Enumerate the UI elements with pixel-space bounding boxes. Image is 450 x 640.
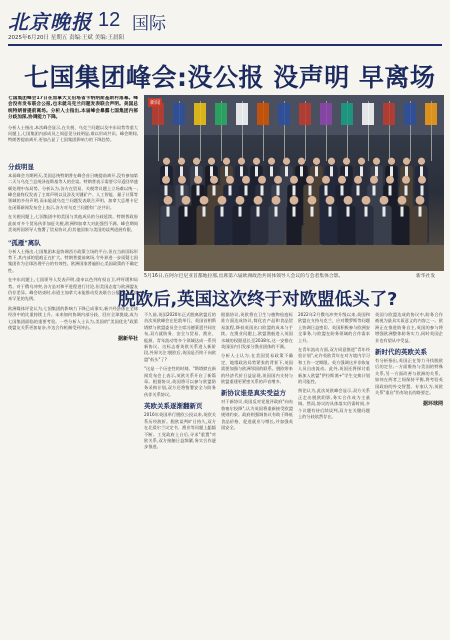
- newspaper-logo: 北京晚报: [8, 10, 92, 34]
- person-shirt: [285, 166, 288, 176]
- person-shirt: [347, 207, 350, 217]
- person-shirt: [185, 207, 188, 217]
- masthead: [8, 6, 442, 44]
- person-shirt: [203, 207, 206, 217]
- page-number: 12: [98, 9, 121, 31]
- person-shirt: [225, 166, 228, 176]
- person-head: [236, 196, 245, 205]
- person-shirt: [293, 207, 296, 217]
- person-head: [200, 196, 209, 205]
- uk-eu-subhead-1: 英欧关系逐渐翻新页: [144, 402, 203, 411]
- person-head: [418, 158, 425, 165]
- person-shirt: [405, 166, 408, 176]
- person-head: [373, 158, 380, 165]
- g7-body-text: 在中东问题上,七国领导人发表声明,重申以色列有权自卫,呼吁缓和局势。对于俄乌冲突,各方虽对和平进程进行讨论,但美国态度与欧洲盟友仍存差异。峰会结束时,东道主加拿大未能推动发表联合公报,创下近年来罕见的先例。: [8, 277, 138, 302]
- person-head: [370, 176, 378, 184]
- flag: [278, 103, 290, 125]
- person-shirt: [165, 166, 168, 176]
- uk-eu-column-4: [375, 312, 443, 630]
- uk-eu-subhead-3: 新时代的英欧关系: [375, 348, 427, 357]
- person-shirt: [167, 207, 170, 217]
- person-shirt: [261, 185, 264, 195]
- person-shirt: [341, 185, 344, 195]
- person-shirt: [197, 185, 200, 195]
- photo-caption: 5月16日,在阿尔巴尼亚首都地拉那,出席第六届欧洲政治共同体领导人会议的与会者集体合影。: [144, 274, 344, 279]
- flag: [236, 103, 248, 125]
- person-head: [343, 158, 350, 165]
- person-shirt: [180, 166, 183, 176]
- person-head: [226, 176, 234, 184]
- person-head: [380, 196, 389, 205]
- person-shirt: [239, 207, 242, 217]
- person-shirt: [195, 166, 198, 176]
- person-head: [358, 158, 365, 165]
- person-shirt: [405, 185, 408, 195]
- person-head: [178, 176, 186, 184]
- person-head: [398, 196, 407, 205]
- uk-eu-column-3: [298, 312, 370, 630]
- person-head: [238, 158, 245, 165]
- person-shirt: [210, 166, 213, 176]
- flag: [425, 103, 437, 125]
- person-head: [403, 158, 410, 165]
- person-shirt: [257, 207, 260, 217]
- person-shirt: [229, 185, 232, 195]
- uk-eu-column-2: [221, 312, 293, 630]
- person-head: [338, 176, 346, 184]
- flag: [215, 103, 227, 125]
- uk-eu-body-text: 英国与欧盟达成的协议中,防务合作被视为最具实质意义的内容之一。欧洲正在推进防务自主,英国的参与将增强欧洲整体防务实力,同时英国企业也有望从中受益。: [375, 312, 443, 343]
- g7-body-text: 分析人士指出,本次峰会显示,在关税、乌克兰问题以及中东局势等重大问题上,七国集团内部成员之间意见分歧明显,难以形成共识。峰会期间,特朗普提前离开,更加凸显了七国集团影响力的下降趋势。: [8, 124, 138, 143]
- person-shirt: [421, 185, 424, 195]
- g7-headline: 七国集团峰会:没公报 没声明 早离场: [24, 63, 436, 92]
- person-head: [386, 176, 394, 184]
- person-head: [322, 176, 330, 184]
- uk-eu-body-text: 对于新协议,英国反对党批评政府"向布鲁塞尔投降",认为英国将重新接受欧盟规则约束。政府则强调协议有助于降低食品价格、促进就业与增长,并加强英国安全。: [221, 399, 293, 431]
- person-shirt: [181, 185, 184, 195]
- person-head: [354, 176, 362, 184]
- person-shirt: [213, 185, 216, 195]
- person-head: [242, 176, 250, 184]
- person-head: [274, 176, 282, 184]
- flag: [299, 103, 311, 125]
- person-head: [223, 158, 230, 165]
- group-photo: [144, 95, 444, 271]
- person-shirt: [315, 166, 318, 176]
- flag: [257, 103, 269, 125]
- person-head: [182, 196, 191, 205]
- uk-eu-body-text: 2016年英国举行脱欧公投以来,英欧关系历经波折。脱欧谈判旷日持久,双方在北爱尔兰议定书、渔业等问题上龃龉不断。工党政府上台后,寻求"重置"对欧关系,双方接触日益频繁,务实合作逐步推进。: [144, 412, 216, 450]
- uk-eu-body-text: 不久前,英国2020年正式脱离欧盟后的首次英欧峰会在伦敦举行。英国首相斯塔默与欧盟委员会主席冯德莱恩共同宣布,双方就防务、安全与贸易、渔业、能源、青年流动等多个领域达成一系列新协议。这标志着英欧关系进入新阶段,外界关注:脱欧后,英国是否终于向欧盟"低头"了?: [144, 312, 216, 362]
- person-shirt: [329, 207, 332, 217]
- person-head: [290, 196, 299, 205]
- person-shirt: [375, 166, 378, 176]
- flag: [383, 103, 395, 125]
- person-shirt: [240, 166, 243, 176]
- flag: [320, 103, 332, 125]
- person-head: [162, 176, 170, 184]
- g7-subhead-2: "孤雁"离队: [8, 238, 41, 247]
- person-head: [313, 158, 320, 165]
- uk-eu-subhead-2: 新协议谁是真实受益方: [221, 389, 286, 398]
- person-head: [193, 158, 200, 165]
- flag: [341, 103, 353, 125]
- person-head: [328, 158, 335, 165]
- g7-body-text: 分析人士指出,七国集团本是协调西方政策立场的平台,但在当前国际形势下,其内部的裂痕正在扩大。特朗普提前离场,令外界进一步质疑七国集团作为全球治理平台的有效性。欧洲国家普遍担心美国政策的不确定性。: [8, 248, 138, 273]
- uk-eu-column-1: [144, 312, 216, 630]
- person-shirt: [360, 166, 363, 176]
- person-shirt: [365, 207, 368, 217]
- person-head: [163, 158, 170, 165]
- person-head: [258, 176, 266, 184]
- flag: [194, 103, 206, 125]
- uk-eu-body-text: 分析人士认为,在美国贸易政策不确定、地缘政治局势紧张的背景下,英国需要加强与欧洲邻国的联系。脱欧带来的经济代价日益显现,英国国内支持与欧盟重建更紧密关系的声音增多。: [221, 353, 293, 385]
- person-shirt: [165, 185, 168, 195]
- person-shirt: [389, 185, 392, 195]
- person-head: [218, 196, 227, 205]
- person-shirt: [420, 166, 423, 176]
- uk-eu-body-text: 根据协议,英欧将在卫生与植物检疫标准方面达成协议,简化农产品和食品贸易流程,降低英国出口欧盟的成本与手续。在渔业问题上,欧盟渔船进入英国水域的权限延长至2038年,这一安排在英国国内引发部分渔业团体的不满。: [221, 312, 293, 350]
- person-shirt: [270, 166, 273, 176]
- person-shirt: [221, 207, 224, 217]
- person-head: [326, 196, 335, 205]
- person-head: [290, 176, 298, 184]
- person-shirt: [419, 207, 422, 217]
- flag: [173, 103, 185, 125]
- person-head: [388, 158, 395, 165]
- person-head: [254, 196, 263, 205]
- person-head: [164, 196, 173, 205]
- photo-credit: 新华社发: [416, 274, 436, 279]
- person-head: [178, 158, 185, 165]
- uk-eu-body-text: 2022年2月俄乌冲突升级以来,英国和欧盟在支持乌克兰、应对俄罗斯等问题上协调日益密切。英国积极参与欧洲安全事务,与欧盟在防务领域的合作需求上升。: [298, 312, 370, 343]
- g7-body-text: 在关税问题上,七国集团中的美国与其他成员的分歧延续。特朗普政府此前对多个贸易伙伴加征关税,欧洲和加拿大对此强烈不满。峰会期间美英两国领导人签署了贸易协议,但其他国家与美国的谈判进展有限。: [8, 214, 138, 233]
- person-shirt: [383, 207, 386, 217]
- person-shirt: [309, 185, 312, 195]
- person-shirt: [330, 166, 333, 176]
- photo-tag: 新闻: [150, 100, 161, 106]
- person-head: [283, 158, 290, 165]
- person-head: [268, 158, 275, 165]
- person-head: [402, 176, 410, 184]
- uk-eu-headline: 脱欧后,英国这次终于对欧盟低头了?: [118, 290, 398, 310]
- person-shirt: [275, 207, 278, 217]
- person-shirt: [255, 166, 258, 176]
- person-head: [253, 158, 260, 165]
- person-shirt: [357, 185, 360, 195]
- uk-eu-body-text: 舆论认为,此次英欧峰会显示,双方关系正走出脱欧阴影,务实合作成为主基调。然而,协议的具体落实仍需时间,多个议题有待后续谈判,双方在关键问题上的分歧依然存在。: [298, 388, 370, 420]
- person-head: [208, 158, 215, 165]
- masthead-divider: [8, 44, 442, 46]
- g7-lead-paragraph: 七国集团峰会17日在加拿大艾伯塔省卡纳纳斯基斯村落幕。峰会没有发布联合公报,也未就乌克兰问题发表联合声明。美国总统特朗普提前离场。分析人士指出,本届峰会暴露七国集团内部分歧加深,协调能力下降。: [8, 96, 138, 121]
- person-head: [308, 196, 317, 205]
- flag: [404, 103, 416, 125]
- g7-byline: 据新华社: [117, 336, 138, 343]
- g7-body-text: 本届峰会为期两天,美国总统特朗普在峰会首日晚提前离开,没有参加第二天与乌克兰总统泽连斯基等人的会谈。特朗普表示需要尽早返回华盛顿处理中东局势。分析认为,各方在贸易、关税等议题上立场难以统一,峰会最终仅发表了主席声明以及涉及关键矿产、人工智能、量子计算等领域的多份声明,而未能就乌克兰问题发表联合声明。加拿大总理卡尼在闭幕新闻发布会上表示,各方对乌克兰问题有广泛共识。: [8, 172, 138, 210]
- person-head: [344, 196, 353, 205]
- flag: [362, 103, 374, 125]
- person-shirt: [300, 166, 303, 176]
- uk-eu-byline: 据环球网: [422, 401, 443, 408]
- person-shirt: [277, 185, 280, 195]
- person-shirt: [245, 185, 248, 195]
- person-head: [416, 196, 425, 205]
- g7-article-column: [8, 96, 138, 526]
- person-shirt: [373, 185, 376, 195]
- section-name: 国际: [132, 14, 166, 34]
- person-head: [306, 176, 314, 184]
- person-shirt: [325, 185, 328, 195]
- g7-body-text: 欧洲媒体评论认为,七国集团的影响力下降已成事实,新兴经济体在全球经济中的比重持续上升。未来如何协调内部分歧、回应全球挑战,成为七国集团面临的重要考验。一些分析人士认为,美国的"美国优先"政策使盟友关系更加复杂,多边合作机制受到冲击。: [8, 305, 138, 330]
- person-head: [272, 196, 281, 205]
- masthead-meta: 2025年6月20日 星期五 责编:王斌 美编:王晨阳: [8, 35, 124, 41]
- uk-eu-body-text: 有分析指出,英国正在努力寻找脱欧后的定位,一方面维持与美国的特殊关系,另一方面改善与欧洲的关系。如何在两者之间保持平衡,将考验英国政府的外交智慧。专家认为,英欧关系"重启"仍有较长的路要走。: [375, 358, 443, 396]
- person-shirt: [345, 166, 348, 176]
- person-shirt: [311, 207, 314, 217]
- uk-eu-body-text: 在青年流动方面,双方同意推进"青年经验计划",允许英欧青年在对方境内学习和工作一定期限。英方强调这并非恢复人员自由流动。此外,英国还将探讨重新加入欧盟"伊拉斯谟+"学生交换计划的可能性。: [298, 347, 370, 385]
- person-shirt: [293, 185, 296, 195]
- person-head: [418, 176, 426, 184]
- person-head: [194, 176, 202, 184]
- uk-eu-body-text: "这是一个历史性的时刻。"斯塔默在新闻发布会上表示,英欧关系开启了新篇章。根据协议,英国将可以参与欧盟防务采购计划,双方还将签署安全与防务伙伴关系协议。: [144, 366, 216, 397]
- person-head: [298, 158, 305, 165]
- person-shirt: [401, 207, 404, 217]
- person-head: [210, 176, 218, 184]
- g7-subhead: 分歧明显: [8, 162, 34, 171]
- person-head: [362, 196, 371, 205]
- person-shirt: [390, 166, 393, 176]
